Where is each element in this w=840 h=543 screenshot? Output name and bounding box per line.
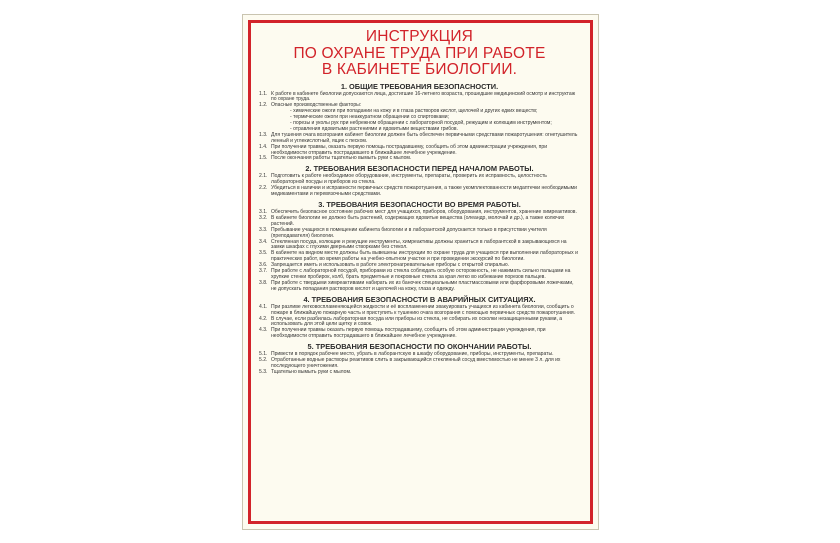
item-number: 4.3. bbox=[259, 327, 268, 334]
item-number: 4.2. bbox=[259, 315, 268, 322]
instruction-item bbox=[259, 156, 580, 162]
title-line: В КАБИНЕТЕ БИОЛОГИИ. bbox=[321, 61, 518, 78]
title-line: ПО ОХРАНЕ ТРУДА ПРИ РАБОТЕ bbox=[293, 44, 546, 62]
instruction-item bbox=[259, 328, 580, 340]
title-line: ИНСТРУКЦИЯ bbox=[365, 28, 474, 45]
instruction-item bbox=[259, 133, 580, 145]
item-number: 2.1. bbox=[259, 173, 268, 180]
item-text: В случае, если разбилась лабораторная посуда или приборы из стекла, не собирать их осколки незащищенными руками, а использовать для этой цели щетку и совок. bbox=[271, 315, 563, 328]
item-number: 3.7. bbox=[259, 268, 268, 275]
instruction-poster bbox=[242, 14, 599, 530]
sections-container bbox=[259, 82, 580, 376]
section-heading: 2. ТРЕБОВАНИЯ БЕЗОПАСНОСТИ ПЕРЕД НАЧАЛОМ РАБОТЫ. bbox=[305, 164, 534, 174]
item-number: 1.2. bbox=[259, 102, 268, 109]
instruction-item bbox=[259, 281, 580, 293]
poster-frame bbox=[248, 20, 593, 524]
item-text: Привести в порядок рабочее место, убрать в лаборантскую в шкафу оборудование, приборы, инструменты, препараты. bbox=[271, 351, 554, 358]
item-text: Тщательно вымыть руки с мылом. bbox=[271, 368, 352, 375]
item-text: При получении травмы оказать первую помощь пострадавшему, сообщить об этом администрации учреждения, при необходимости отправить пострадавшего в ближайшее лечебное учреждение. bbox=[271, 327, 546, 340]
item-number: 3.1. bbox=[259, 209, 268, 215]
item-text: К работе в кабинете биологии допускаются лица, достигшие 16-летнего возраста, прошедшие медицинский осмотр и инструктаж по охране труда. bbox=[271, 90, 576, 103]
item-number: 3.4. bbox=[259, 238, 268, 245]
item-number: 3.8. bbox=[259, 279, 268, 286]
sub-item: - порезы и уколы рук при небрежном обращении с лабораторной посудой, режущим и колющим инструментом; bbox=[290, 120, 552, 127]
item-text: Убедиться в наличии и исправности первичных средств пожаротушения, а также укомплектованности медаптечки необходимыми медикаментами и перевязочными средствами. bbox=[271, 185, 577, 198]
item-number: 5.1. bbox=[259, 351, 268, 358]
item-text: Обеспечить безопасное состояние рабочих мест для учащихся, приборов, оборудования, инструментов, хранение химреактивов. bbox=[271, 209, 577, 215]
section-heading: 4. ТРЕБОВАНИЯ БЕЗОПАСНОСТИ В АВАРИЙНЫХ СИТУАЦИЯХ. bbox=[303, 294, 536, 304]
sub-item: - термические ожоги при неаккуратном обращении со спиртовками; bbox=[290, 114, 449, 121]
item-number: 3.5. bbox=[259, 250, 268, 257]
section-heading: 1. ОБЩИЕ ТРЕБОВАНИЯ БЕЗОПАСНОСТИ. bbox=[340, 81, 499, 91]
item-text: Для тушения очага возгорания кабинет биологии должен быть обеспечен первичными средствами пожаротушения: огнетушитель ленный и углекислотный, ящик с песком. bbox=[271, 131, 578, 144]
instruction-item bbox=[259, 228, 580, 240]
item-text: При получении травмы, оказать первую помощь пострадавшему, сообщить об этом администрации учреждения, при необходимости отправить пострадавшего в ближайшее лечебное учреждение. bbox=[271, 143, 548, 156]
item-text: При разливе легковоспламеняющейся жидкости и её воспламенении эвакуировать учащихся из кабинета биологии, сообщить о пожаре в ближайшую пожарную часть и приступить к тушению очага возгорания с помощью первичных средств пожаротушения. bbox=[271, 303, 575, 316]
item-number: 4.1. bbox=[259, 303, 268, 310]
item-number: 1.4. bbox=[259, 143, 268, 150]
item-text: Отработанные водные растворы реактивов слить в закрывающийся стеклянный сосуд вместимостью не менее 3 л. для их последующего уничтожения. bbox=[271, 357, 561, 369]
instruction-item bbox=[259, 216, 580, 228]
sub-item: - химические ожоги при попадании на кожу и в глаза растворов кислот, щелочей и других едких веществ; bbox=[290, 108, 538, 115]
item-text: Пребывание учащихся в помещении кабинета биологии и в лаборантской допускается только в присутствии учителя (преподавателя) биологии. bbox=[271, 226, 547, 239]
item-text: При работе с лабораторной посудой, приборами из стекла соблюдать особую осторожность, не нажимать сильно пальцами на хрупкие стенки пробирок, колб, брать предметные и покровные стекла за края легко во избежание порезов пальцев. bbox=[271, 268, 571, 280]
item-text: Опасные производственные факторы: bbox=[271, 102, 362, 109]
item-number: 2.2. bbox=[259, 185, 268, 192]
section-heading: 5. ТРЕБОВАНИЯ БЕЗОПАСНОСТИ ПО ОКОНЧАНИИ РАБОТЫ. bbox=[307, 342, 532, 352]
poster-title bbox=[259, 29, 580, 79]
item-number: 3.2. bbox=[259, 214, 268, 221]
item-text: Стеклянная посуда, колющие и режущие инструменты, химреактивы должны храниться в лаборантской в закрывающихся на замки шкафах с глухими дверными створками без стекол. bbox=[271, 238, 567, 251]
item-text: В кабинете на видном месте должны быть вывешены инструкции по охране труда для учащихся при выполнении лабораторных и практических работ, во время работы на учебно-опытном участке и при проведении экскурсий по биологии. bbox=[271, 250, 578, 263]
instruction-item bbox=[259, 305, 580, 317]
item-number: 3.3. bbox=[259, 226, 268, 233]
item-number: 1.1. bbox=[259, 90, 268, 97]
item-number: 1.5. bbox=[259, 155, 268, 162]
section-heading: 3. ТРЕБОВАНИЯ БЕЗОПАСНОСТИ ВО ВРЕМЯ РАБОТЫ. bbox=[318, 200, 521, 209]
sub-item: - отравления ядовитыми растениями и ядовитыми веществами грибов. bbox=[290, 125, 458, 132]
item-number: 5.2. bbox=[259, 357, 268, 364]
instruction-item bbox=[259, 370, 580, 376]
item-text: Подготовить к работе необходимое оборудование, инструменты, препараты, проверить их исправность, целостность лабораторной посуды и приборов из стекла. bbox=[271, 173, 547, 186]
item-text: Запрещается иметь и использовать в работе электронагревательные приборы с открытой спиралью. bbox=[271, 262, 510, 269]
item-number: 3.6. bbox=[259, 262, 268, 269]
item-text: После окончания работы тщательно вымыть руки с мылом. bbox=[271, 155, 412, 162]
item-number: 5.3. bbox=[259, 368, 268, 375]
item-text: В кабинете биологии не должно быть растений, содержащих ядовитые вещества (олеандр, молочай и др.), а также колючих растений. bbox=[271, 214, 565, 227]
instruction-item bbox=[259, 186, 580, 198]
item-text: При работе с твердыми химреактивами набирать их из баночек специальными пластмассовыми или фарфоровыми ложечками, не допускать попадания растворов кислот и щелочей на кожу, глаза и одежду. bbox=[271, 279, 574, 292]
item-number: 1.3. bbox=[259, 131, 268, 138]
